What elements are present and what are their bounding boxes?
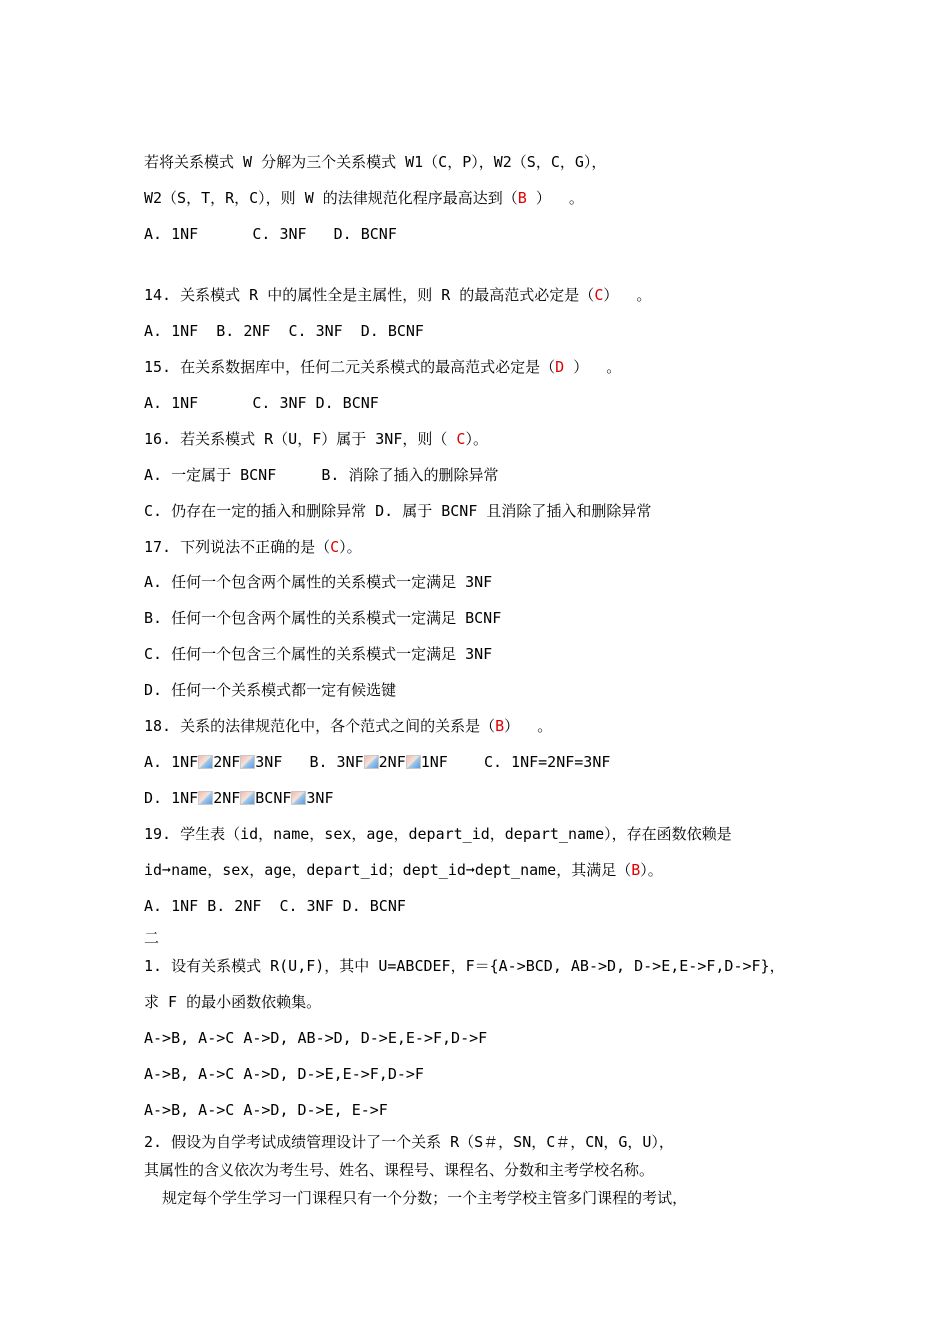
q13-stem-line1: 若将关系模式 W 分解为三个关系模式 W1（C，P），W2（S，C，G）， <box>144 153 607 171</box>
answer-mark: D <box>555 358 565 376</box>
answer-mark: C <box>594 286 604 304</box>
answer-mark: C <box>456 430 466 448</box>
problem1-line2: 求 F 的最小函数依赖集。 <box>144 993 322 1011</box>
broken-image-icon <box>291 791 306 805</box>
answer-mark: B <box>495 717 505 735</box>
problem2-line2: 其属性的含义依次为考生号、姓名、课程号、课程名、分数和主考学校名称。 <box>144 1161 655 1179</box>
problem1-line1: 1. 设有关系模式 R(U,F)，其中 U=ABCDEF，F＝{A->BCD, AB->D, D->E,E->F,D->F}， <box>144 957 785 975</box>
q16-options-line2: C. 仍存在一定的插入和删除异常 D. 属于 BCNF 且消除了插入和删除异常 <box>144 502 652 520</box>
broken-image-icon <box>198 791 213 805</box>
q14-stem: 14. 关系模式 R 中的属性全是主属性，则 R 的最高范式必定是（C） 。 <box>144 286 652 304</box>
q19-stem-line2: id➞name，sex，age，depart_id；dept_id➞dept_name，其满足（B）。 <box>144 861 663 879</box>
q16-stem: 16. 若关系模式 R（U，F）属于 3NF，则（ C）。 <box>144 430 488 448</box>
q17-stem: 17. 下列说法不正确的是（C）。 <box>144 538 362 556</box>
q14-options: A. 1NF B. 2NF C. 3NF D. BCNF <box>144 322 424 340</box>
q19-options: A. 1NF B. 2NF C. 3NF D. BCNF <box>144 897 406 915</box>
broken-image-icon <box>198 755 213 769</box>
q15-options: A. 1NF C. 3NF D. BCNF <box>144 394 379 412</box>
q19-stem-line1: 19. 学生表（id，name，sex，age，depart_id，depart_name），存在函数依赖是 <box>144 825 732 843</box>
q13-stem-line2: W2（S，T，R，C），则 W 的法律规范化程序最高达到（B ） 。 <box>144 189 584 207</box>
broken-image-icon <box>240 755 255 769</box>
q13-options: A. 1NF C. 3NF D. BCNF <box>144 225 397 243</box>
q17-option-a: A. 任何一个包含两个属性的关系模式一定满足 3NF <box>144 573 493 591</box>
problem1-step3: A->B, A->C A->D, D->E, E->F <box>144 1101 388 1119</box>
answer-mark: C <box>330 538 340 556</box>
broken-image-icon <box>364 755 379 769</box>
q18-options-line1: A. 1NF 2NF 3NF B. 3NF 2NF 1NF C. 1NF=2NF=3NF <box>144 753 611 771</box>
problem2-line1: 2. 假设为自学考试成绩管理设计了一个关系 R（S＃，SN，C＃，CN，G，U）， <box>144 1133 674 1151</box>
answer-mark: B <box>631 861 641 879</box>
q17-option-b: B. 任何一个包含两个属性的关系模式一定满足 BCNF <box>144 609 502 627</box>
q16-options-line1: A. 一定属于 BCNF B. 消除了插入的删除异常 <box>144 466 499 484</box>
q18-stem: 18. 关系的法律规范化中，各个范式之间的关系是（B） 。 <box>144 717 553 735</box>
problem1-step1: A->B, A->C A->D, AB->D, D->E,E->F,D->F <box>144 1029 488 1047</box>
q15-stem: 15. 在关系数据库中，任何二元关系模式的最高范式必定是（D ） 。 <box>144 358 622 376</box>
section-heading: 二 <box>144 929 160 947</box>
answer-mark: B <box>517 189 527 207</box>
q17-option-c: C. 任何一个包含三个属性的关系模式一定满足 3NF <box>144 645 493 663</box>
q17-option-d: D. 任何一个关系模式都一定有候选键 <box>144 681 397 699</box>
problem2-line3: 规定每个学生学习一门课程只有一个分数；一个主考学校主管多门课程的考试， <box>144 1189 688 1207</box>
problem1-step2: A->B, A->C A->D, D->E,E->F,D->F <box>144 1065 424 1083</box>
broken-image-icon <box>240 791 255 805</box>
broken-image-icon <box>406 755 421 769</box>
q18-options-line2: D. 1NF 2NF BCNF 3NF <box>144 789 334 807</box>
